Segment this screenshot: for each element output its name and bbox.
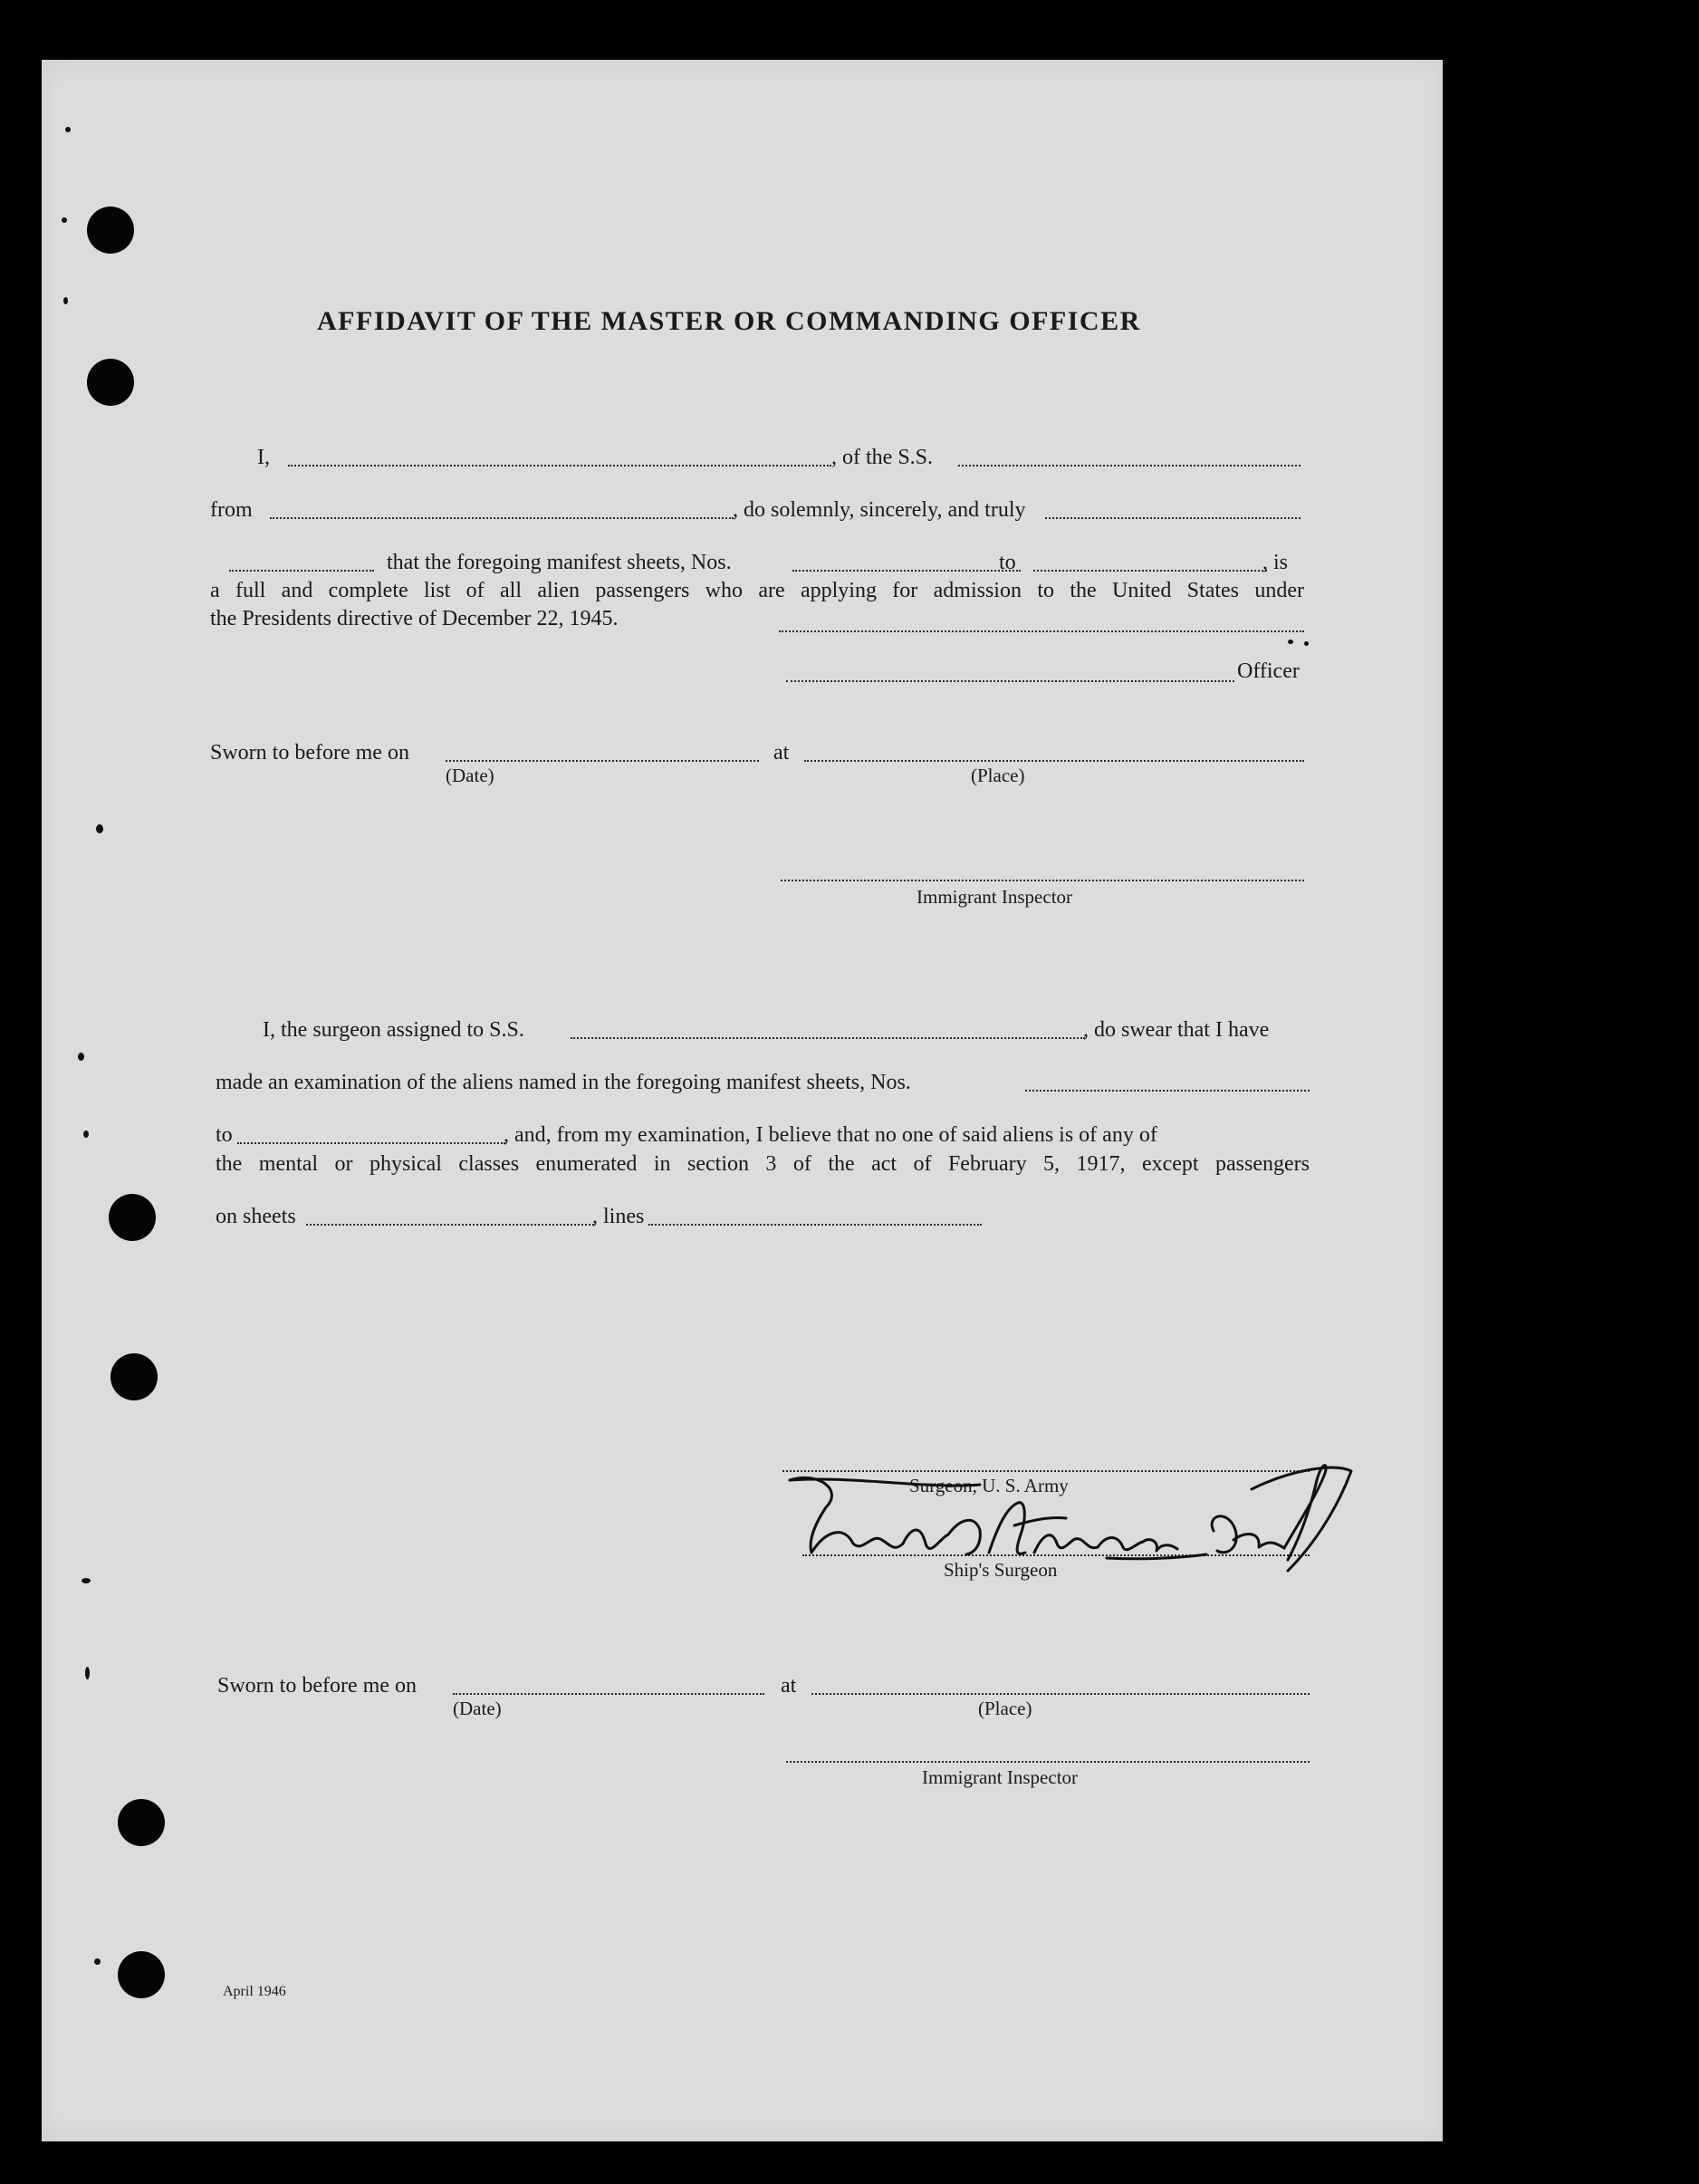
master-directive-line: the Presidents directive of December 22, 1945. [210, 607, 619, 630]
binder-hole [110, 1353, 158, 1400]
speck [63, 297, 68, 304]
officer-signature-line-1[interactable] [779, 630, 1304, 632]
ships-surgeon-label: Ship's Surgeon [944, 1559, 1058, 1581]
speck [94, 1958, 101, 1965]
master-from-label: from [210, 498, 253, 522]
officer-signature-line-2[interactable] [786, 680, 1234, 682]
master-at-label: at [773, 741, 790, 765]
surgeon-sworn-text: Sworn to before me on [217, 1674, 417, 1698]
affidavit-title: AFFIDAVIT OF THE MASTER OR COMMANDING OFFICER [317, 306, 1141, 336]
binder-hole [87, 359, 134, 406]
form-revision-date: April 1946 [223, 1984, 286, 1999]
master-declare-field[interactable] [229, 570, 374, 572]
surgeon-ship-field[interactable] [571, 1037, 1085, 1039]
surgeon-handwritten-signature [781, 1453, 1360, 1607]
surgeon-swear-text: , do swear that I have [1083, 1018, 1270, 1042]
master-sheet-to-field[interactable] [1033, 570, 1267, 572]
speck [83, 1130, 89, 1138]
speck [1288, 640, 1293, 644]
speck [65, 127, 71, 132]
master-from-field[interactable] [270, 517, 734, 519]
speck [82, 1578, 91, 1583]
surgeon-sheets-field[interactable] [306, 1224, 594, 1226]
master-sworn-text: Sworn to before me on [210, 741, 409, 765]
surgeon-exam-text: made an examination of the aliens named in the foregoing manifest sheets, Nos. [216, 1071, 911, 1094]
surgeon-place-caption: (Place) [978, 1698, 1032, 1719]
surgeon-classes-line: the mental or physical classes enumerated in section 3 of the act of February 5, 1917, except passengers [216, 1152, 1310, 1176]
master-to-label: to [999, 551, 1016, 574]
master-manifest-text: that the foregoing manifest sheets, Nos. [387, 551, 732, 574]
surgeon-lines-label: , lines [592, 1205, 645, 1228]
speck [62, 217, 67, 223]
speck [96, 824, 103, 833]
speck [78, 1053, 84, 1061]
document-page [42, 60, 1443, 2141]
surgeon-intro-text: I, the surgeon assigned to S.S. [263, 1018, 524, 1042]
master-place-caption: (Place) [971, 765, 1025, 786]
master-solemnly-text: , do solemnly, sincerely, and truly [733, 498, 1026, 522]
surgeon-sheet-to-field[interactable] [237, 1142, 505, 1144]
binder-hole [118, 1951, 165, 1998]
surgeon-belief-text: , and, from my examination, I believe that no one of said aliens is of any of [504, 1123, 1157, 1147]
speck [1304, 641, 1309, 646]
master-inspector-label: Immigrant Inspector [917, 886, 1073, 908]
master-sworn-date-field[interactable] [446, 760, 759, 762]
surgeon-sworn-date-field[interactable] [453, 1693, 764, 1695]
master-oath-field[interactable] [1045, 517, 1301, 519]
speck [85, 1667, 90, 1679]
surgeon-army-label: Surgeon, U. S. Army [909, 1475, 1069, 1496]
master-ship-field[interactable] [958, 465, 1301, 467]
master-ss-label: , of the S.S. [831, 446, 934, 469]
surgeon-sworn-place-field[interactable] [811, 1693, 1310, 1695]
master-sheet-from-field[interactable] [792, 570, 1021, 572]
master-inspector-signature-line[interactable] [781, 880, 1304, 881]
surgeon-inspector-label: Immigrant Inspector [922, 1766, 1079, 1788]
binder-hole [109, 1194, 156, 1241]
binder-hole [87, 207, 134, 254]
surgeon-date-caption: (Date) [453, 1698, 502, 1719]
surgeon-inspector-signature-line[interactable] [786, 1761, 1310, 1763]
master-i-label: I, [257, 446, 270, 469]
surgeon-sheet-from-field[interactable] [1025, 1090, 1310, 1092]
surgeon-to-label: to [216, 1123, 233, 1147]
master-sworn-place-field[interactable] [804, 760, 1304, 762]
master-name-field[interactable] [288, 465, 831, 467]
master-is-text: , is [1262, 551, 1289, 574]
surgeon-at-label: at [781, 1674, 797, 1698]
binder-hole [118, 1799, 165, 1846]
officer-label: Officer [1237, 659, 1300, 683]
surgeon-lines-field[interactable] [648, 1224, 982, 1226]
surgeon-sheets-label: on sheets [216, 1205, 296, 1228]
master-date-caption: (Date) [446, 765, 494, 786]
master-statement-line: a full and complete list of all alien passengers who are applying for admission to the United States under [210, 579, 1304, 602]
